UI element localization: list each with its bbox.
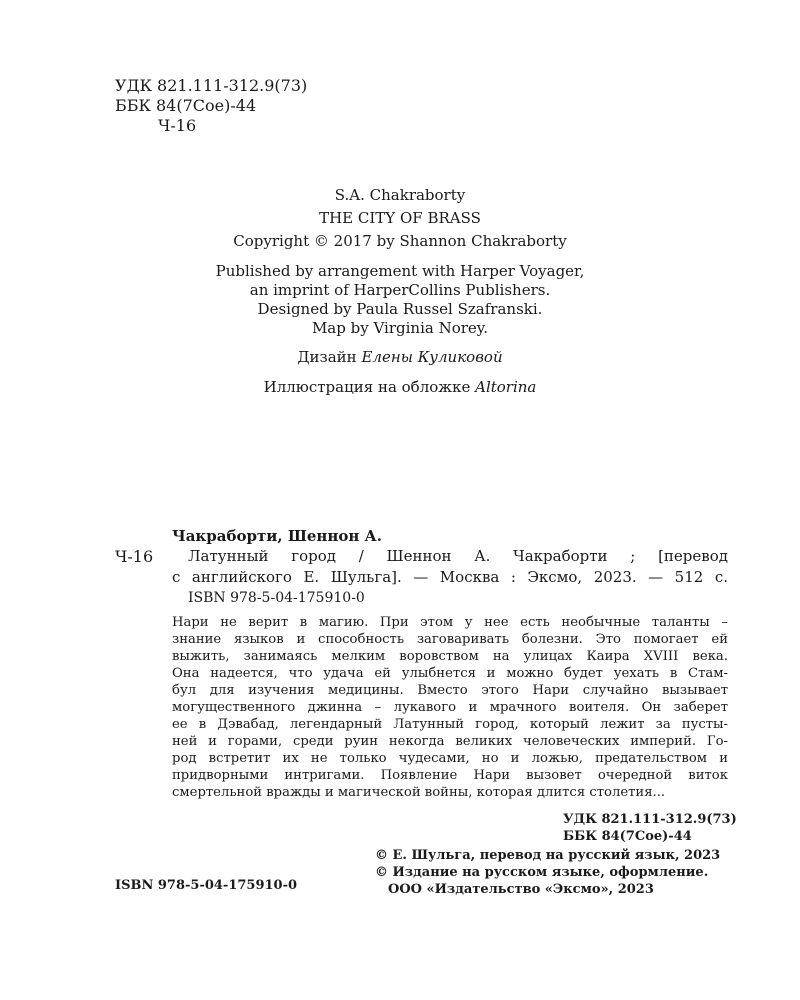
publisher-line-2: an imprint of HarperCollins Publishers.: [249, 281, 551, 299]
illustration-name: Altorina: [475, 378, 537, 396]
illustration-credit: [0, 378, 800, 396]
annotation-line: род встретит их не только чудесами, но и ложью, предательством и: [172, 751, 728, 766]
copyright-translation: © Е. Шульга, перевод на русский язык, 2023: [375, 848, 721, 863]
original-title: THE CITY OF BRASS: [319, 209, 481, 227]
illustration-label: Иллюстрация на обложке: [263, 378, 471, 396]
annotation-line: придворными интригами. Появление Нари вызовет очередной виток: [172, 768, 728, 783]
biblio-heading: Чакраборти, Шеннон А.: [172, 527, 382, 545]
isbn-bottom: ISBN 978-5-04-175910-0: [115, 878, 298, 893]
biblio-desc-line-2: с английского Е. Шульга]. — Москва : Эксмо, 2023. — 512 с.: [172, 568, 728, 586]
design-credit: [0, 348, 800, 366]
annotation: [172, 614, 728, 801]
annotation-line: ее в Дэвабад, легендарный Латунный город, который лежит за пусты-: [172, 717, 728, 732]
annotation-line: знание языков и способность заговаривать болезни. Это помогает ей: [172, 632, 728, 647]
bbk-code-repeat: ББК 84(7Сое)-44: [563, 829, 692, 844]
biblio-desc-line-1: Латунный город / Шеннон А. Чакраборти ; [перевод: [188, 547, 728, 565]
copyright-edition: © Издание на русском языке, оформление.: [375, 865, 709, 880]
publisher-line-1: Published by arrangement with Harper Voyager,: [215, 262, 585, 280]
publisher-line-3: Designed by Paula Russel Szafranski.: [257, 300, 543, 318]
author-mark: Ч-16: [158, 116, 197, 135]
annotation-line: Нари не верит в магию. При этом у нее есть необычные таланты –: [172, 615, 728, 630]
publisher-line-4: Map by Virginia Norey.: [311, 319, 489, 337]
copyright-publisher: ООО «Издательство «Эксмо», 2023: [388, 882, 654, 897]
annotation-line: смертельной вражды и магической войны, которая длится столетия...: [172, 785, 666, 800]
biblio-isbn: ISBN 978-5-04-175910-0: [188, 590, 365, 606]
design-label: Дизайн: [297, 348, 357, 366]
annotation-line: могущественного джинна – лукавого и мрачного воителя. Он заберет: [172, 700, 728, 715]
annotation-line: Она надеется, что удача ей улыбнется и можно будет уехать в Стам-: [172, 666, 728, 681]
udk-code-repeat: УДК 821.111-312.9(73): [563, 812, 737, 827]
design-name: Елены Куликовой: [361, 348, 503, 366]
annotation-line: ней и горами, среди руин некогда великих человеческих империй. Го-: [172, 734, 728, 749]
bbk-code: ББК 84(7Сое)-44: [115, 96, 257, 115]
original-author: S.A. Chakraborty: [334, 186, 466, 204]
udk-code: УДК 821.111-312.9(73): [115, 76, 308, 95]
biblio-author-mark: Ч-16: [115, 547, 154, 566]
annotation-line: выжить, занимаясь мелким воровством на улицах Каира XVIII века.: [172, 649, 728, 664]
annotation-line: бул для изучения медицины. Вместо этого Нари случайно вызывает: [172, 683, 728, 698]
original-copyright: Copyright © 2017 by Shannon Chakraborty: [233, 232, 567, 250]
